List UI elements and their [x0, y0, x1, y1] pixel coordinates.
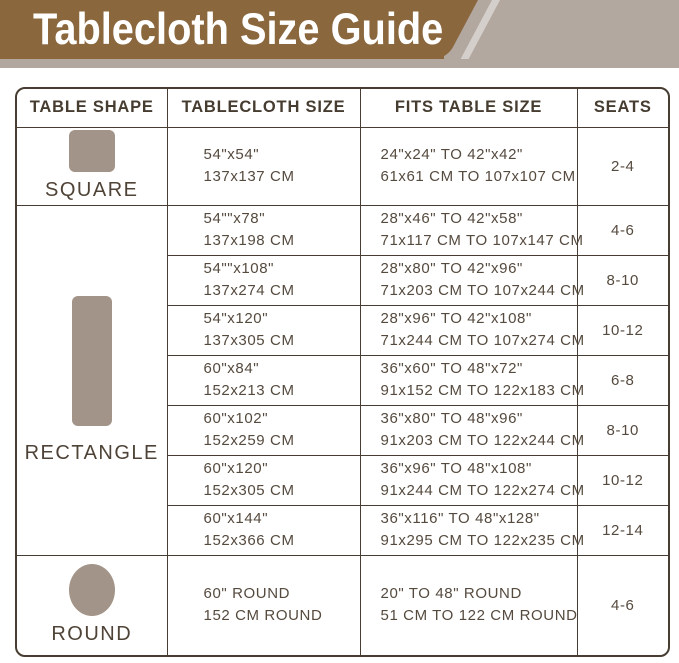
size-cm: 137x198 CM [203, 232, 295, 249]
rectangle-shape-icon [72, 296, 112, 426]
size-cm: 152 CM ROUND [203, 607, 323, 625]
seats-cell: 4-6 [611, 596, 635, 614]
shape-cell-rectangle [17, 205, 167, 555]
fits-inches: 28"x80" TO 42"x96" [380, 260, 523, 277]
size-inches: 54"x120" [203, 310, 269, 327]
fits-table-size-cell [360, 555, 577, 655]
size-cm: 152x305 CM [203, 482, 295, 499]
size-cm: 137x305 CM [203, 332, 295, 349]
size-cm: 137x274 CM [203, 282, 295, 299]
size-cm: 152x366 CM [203, 532, 295, 549]
table-row-square [17, 127, 668, 205]
shape-cell-round [17, 555, 167, 655]
size-inches: 60"x102" [203, 410, 269, 427]
fits-table-size-cell [360, 405, 585, 455]
size-inches: 54""x78" [203, 210, 266, 227]
size-table [17, 89, 668, 655]
square-shape-icon [69, 130, 115, 172]
seats-cell: 10-12 [577, 305, 668, 355]
size-inches: 60"x120" [203, 460, 269, 477]
fits-table-size-cell [360, 305, 585, 355]
table-row-rectangle [17, 205, 668, 255]
banner [0, 0, 679, 68]
tablecloth-size-cell [167, 555, 360, 655]
col-header-fits-table-size: FITS TABLE SIZE [360, 89, 577, 127]
seats-cell: 10-12 [577, 455, 668, 505]
seats-cell: 8-10 [577, 405, 668, 455]
fits-cm: 51 CM TO 122 CM ROUND [380, 607, 578, 625]
size-cm: 137x137 CM [203, 168, 295, 185]
fits-cm: 91x203 CM TO 122x244 CM [380, 432, 585, 449]
fits-table-size-cell [360, 127, 577, 205]
seats-cell: 12-14 [577, 505, 668, 555]
tablecloth-size-cell [167, 255, 360, 305]
size-inches: 60" ROUND [203, 585, 291, 603]
size-inches: 60"x144" [203, 510, 269, 527]
col-header-tablecloth-size: TABLECLOTH SIZE [167, 89, 360, 127]
shape-cell-square [17, 127, 167, 205]
seats-cell: 4-6 [577, 205, 668, 255]
table-row-round [17, 555, 668, 655]
fits-cm: 61x61 CM TO 107x107 CM [380, 168, 576, 185]
shape-label-round: ROUND [51, 623, 133, 646]
fits-inches: 36"x80" TO 48"x96" [380, 410, 523, 427]
fits-inches: 36"x60" TO 48"x72" [380, 360, 523, 377]
seats-cell: 6-8 [577, 355, 668, 405]
shape-stack [18, 130, 166, 202]
fits-cm: 91x152 CM TO 122x183 CM [380, 382, 585, 399]
shape-label-square: SQUARE [45, 179, 139, 201]
size-inches: 60"x84" [203, 360, 260, 377]
fits-cm: 71x203 CM TO 107x244 CM [380, 282, 585, 299]
size-inches: 54"x54" [203, 146, 260, 163]
fits-table-size-cell [360, 355, 585, 405]
tablecloth-size-cell [167, 305, 360, 355]
col-header-table-shape: TABLE SHAPE [17, 89, 167, 127]
col-header-seats: SEATS [577, 89, 668, 127]
size-cm: 152x259 CM [203, 432, 295, 449]
fits-inches: 28"x46" TO 42"x58" [380, 210, 523, 227]
tablecloth-size-cell [167, 205, 360, 255]
fits-cm: 91x295 CM TO 122x235 CM [380, 532, 585, 549]
fits-inches: 20" TO 48" ROUND [380, 585, 522, 603]
header-row [17, 89, 668, 127]
shape-stack [18, 296, 166, 465]
size-inches: 54""x108" [203, 260, 275, 277]
seats-cell: 2-4 [577, 127, 668, 205]
fits-cm: 91x244 CM TO 122x274 CM [380, 482, 585, 499]
page-title: Tablecloth Size Guide [33, 4, 444, 54]
fits-inches: 36"x116" TO 48"x128" [380, 510, 540, 527]
seats-cell: 8-10 [577, 255, 668, 305]
shape-label-rectangle: RECTANGLE [24, 441, 159, 464]
tablecloth-size-cell [167, 405, 360, 455]
fits-inches: 24"x24" TO 42"x42" [380, 146, 523, 163]
fits-table-size-cell [360, 255, 585, 305]
size-cm: 152x213 CM [203, 382, 295, 399]
fits-inches: 28"x96" TO 42"x108" [380, 310, 532, 327]
size-table-container [15, 87, 670, 657]
tablecloth-size-cell [167, 127, 360, 205]
tablecloth-size-cell [167, 355, 360, 405]
shape-stack [18, 564, 166, 646]
fits-cm: 71x244 CM TO 107x274 CM [380, 332, 585, 349]
circle-shape-icon [69, 564, 115, 616]
tablecloth-size-cell [167, 505, 360, 555]
fits-cm: 71x117 CM TO 107x147 CM [380, 232, 584, 249]
tablecloth-size-cell [167, 455, 360, 505]
fits-table-size-cell [360, 205, 584, 255]
fits-table-size-cell [360, 505, 585, 555]
fits-inches: 36"x96" TO 48"x108" [380, 460, 532, 477]
fits-table-size-cell [360, 455, 585, 505]
